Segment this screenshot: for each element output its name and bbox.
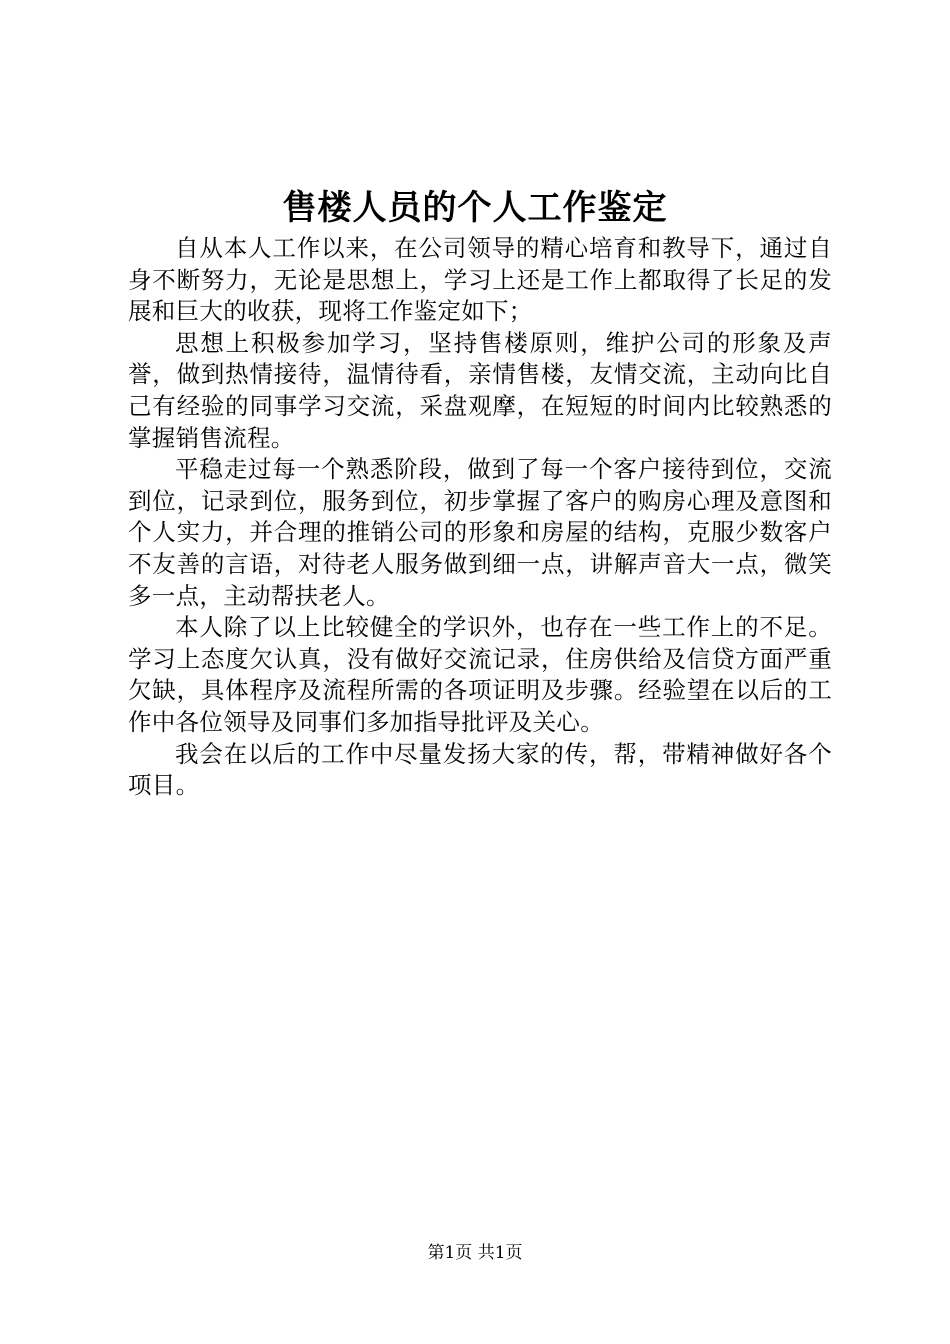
page-footer: 第1页 共1页 [427,1243,523,1263]
paragraph-closing: 我会在以后的工作中尽量发扬大家的传，帮，带精神做好各个项目。 [128,739,832,800]
document-body [128,233,832,802]
paragraph-work: 平稳走过每一个熟悉阶段，做到了每一个客户接待到位，交流到位，记录到位，服务到位，初步掌握了客户的购房心理及意图和个人实力，并合理的推销公司的形象和房屋的结构，克服少数客户不友善的言语，对待老人服务做到细一点，讲解声音大一点，微笑多一点，主动帮扶老人。 [128,455,832,610]
paragraph-intro: 自从本人工作以来，在公司领导的精心培育和教导下，通过自身不断努力，无论是思想上，学习上还是工作上都取得了长足的发展和巨大的收获，现将工作鉴定如下； [128,234,832,326]
paragraph-shortcomings: 本人除了以上比较健全的学识外，也存在一些工作上的不足。学习上态度欠认真，没有做好交流记录，住房供给及信贷方面严重欠缺，具体程序及流程所需的各项证明及步骤。经验望在以后的工作中各位领导及同事们多加指导批评及关心。 [128,613,832,736]
document-title: 售楼人员的个人工作鉴定 [282,188,668,228]
paragraph-thought: 思想上积极参加学习，坚持售楼原则，维护公司的形象及声誉，做到热情接待，温情待看，亲情售楼，友情交流，主动向比自己有经验的同事学习交流，采盘观摩，在短短的时间内比较熟悉的掌握销售流程。 [128,328,832,452]
